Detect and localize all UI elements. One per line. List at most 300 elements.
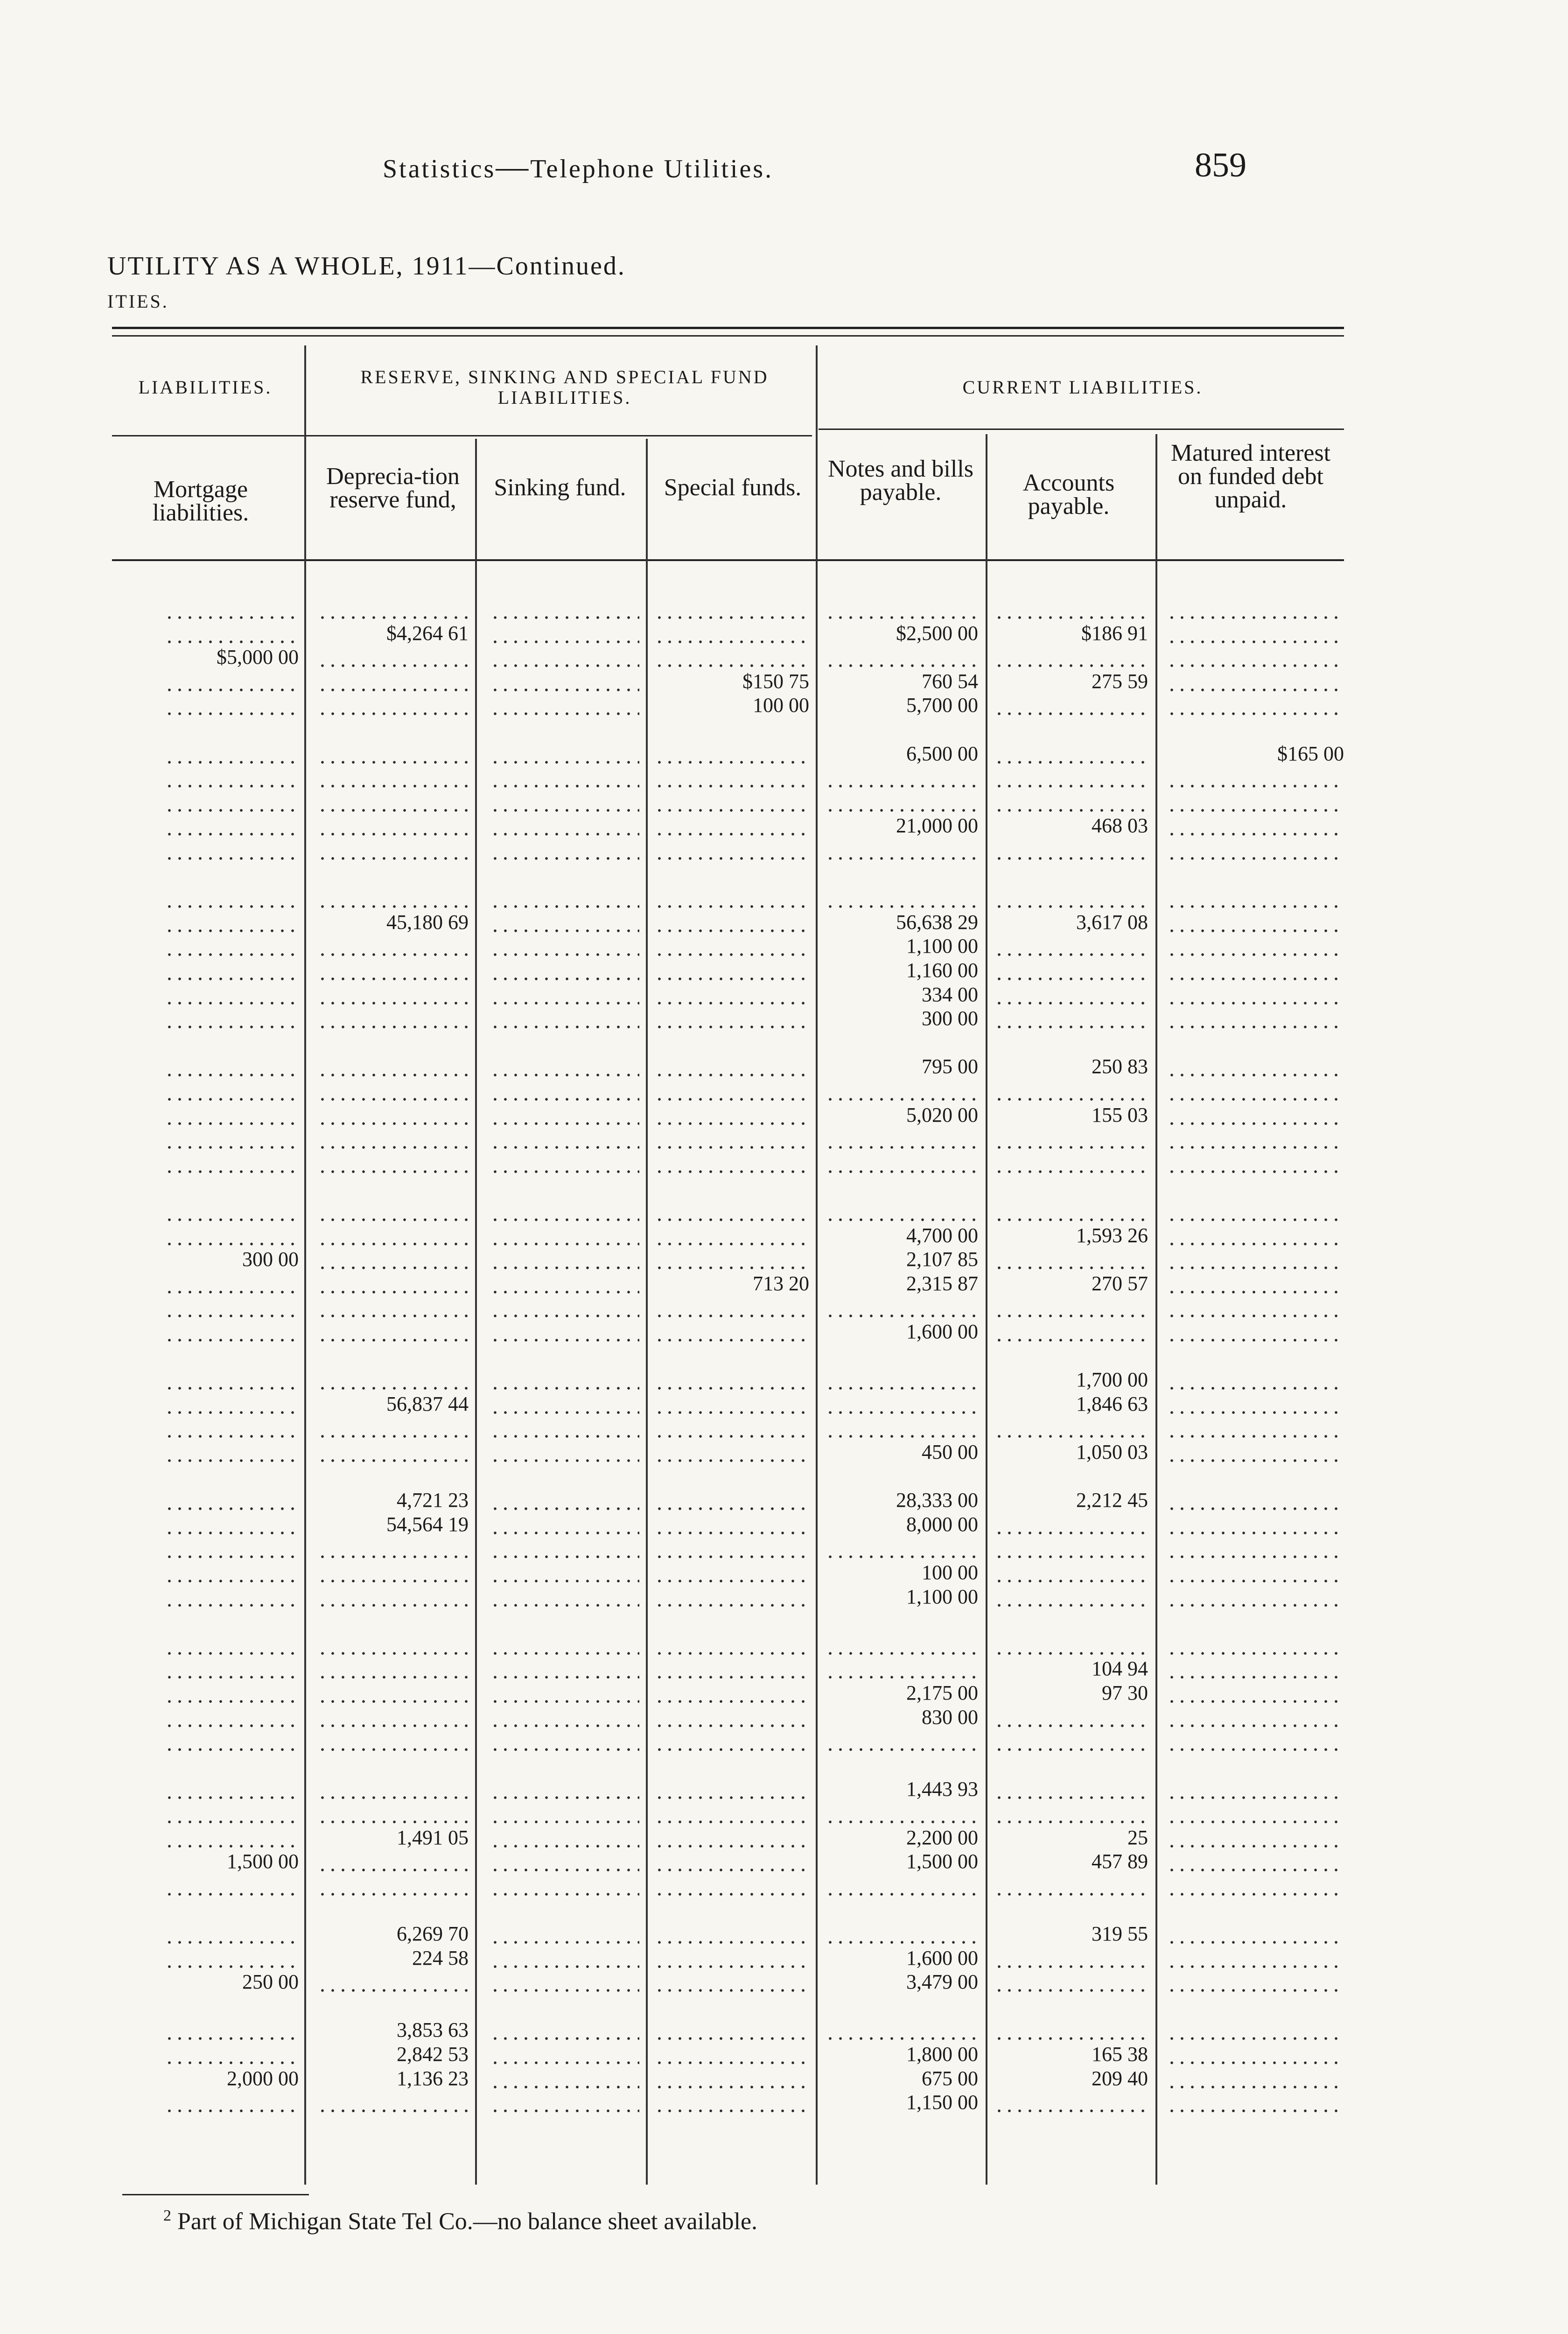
leader-dots <box>490 1555 639 1558</box>
leader-dots <box>490 1122 639 1125</box>
column-header-notes: Notes and bills payable. <box>828 456 973 506</box>
leader-dots <box>1167 1869 1344 1871</box>
depreciation-value: 3,853 63 <box>397 2018 469 2042</box>
group-underline-current <box>819 429 1344 430</box>
leader-dots <box>490 761 639 764</box>
leader-dots <box>317 1652 469 1655</box>
leader-dots <box>490 1604 639 1607</box>
leader-dots <box>164 1724 299 1727</box>
leader-dots <box>164 2037 299 2040</box>
leader-dots <box>654 1748 809 1751</box>
leader-dots <box>317 809 469 812</box>
leader-dots <box>164 1507 299 1510</box>
leader-dots <box>654 1604 809 1607</box>
leader-dots <box>490 640 639 643</box>
column-rule-6 <box>1155 434 1157 2185</box>
leader-dots <box>654 1893 809 1896</box>
table-title: UTILITY AS A WHOLE, 1911—Continued. <box>107 252 626 281</box>
leader-dots <box>994 1002 1148 1005</box>
leader-dots <box>164 1965 299 1968</box>
leader-dots <box>1167 1291 1344 1294</box>
leader-dots <box>317 1459 469 1462</box>
notes-value: 1,800 00 <box>906 2043 978 2066</box>
notes-value: 1,600 00 <box>906 1946 978 1969</box>
leader-dots <box>994 1146 1148 1149</box>
leader-dots <box>164 689 299 691</box>
leader-dots <box>317 1170 469 1173</box>
leader-dots <box>490 1724 639 1727</box>
accounts-value: 3,617 08 <box>1076 910 1148 934</box>
leader-dots <box>654 1845 809 1848</box>
leader-dots <box>490 977 639 980</box>
special-value: 713 20 <box>753 1272 809 1295</box>
notes-value: 5,020 00 <box>906 1103 978 1126</box>
accounts-value: 25 <box>1127 1826 1148 1849</box>
leader-dots <box>1167 1555 1344 1558</box>
leader-dots <box>164 1002 299 1005</box>
mortgage-value: $5,000 00 <box>217 646 299 669</box>
notes-value: 8,000 00 <box>906 1512 978 1536</box>
leader-dots <box>1167 712 1344 715</box>
leader-dots <box>654 1700 809 1703</box>
leader-dots <box>654 1002 809 1005</box>
leader-dots <box>490 1580 639 1582</box>
leader-dots <box>1167 1845 1344 1848</box>
leader-dots <box>490 1291 639 1294</box>
leader-dots <box>1167 2037 1344 2040</box>
leader-dots <box>317 833 469 836</box>
leader-dots <box>654 1170 809 1173</box>
depreciation-value: 2,842 53 <box>397 2043 469 2066</box>
accounts-value: 468 03 <box>1092 814 1148 837</box>
leader-dots <box>654 1652 809 1655</box>
leader-dots <box>654 761 809 764</box>
leader-dots <box>654 1026 809 1028</box>
leader-dots <box>490 1507 639 1510</box>
leader-dots <box>490 809 639 812</box>
leader-dots <box>164 1146 299 1149</box>
leader-dots <box>825 857 978 860</box>
column-rule-5 <box>986 434 987 2185</box>
leader-dots <box>317 1122 469 1125</box>
leader-dots <box>825 1146 978 1149</box>
matured-value: $165 00 <box>1277 742 1344 765</box>
leader-dots <box>490 2086 639 2088</box>
leader-dots <box>317 1002 469 1005</box>
leader-dots <box>1167 809 1344 812</box>
notes-value: 334 00 <box>922 983 978 1006</box>
leader-dots <box>317 1146 469 1149</box>
leader-dots <box>994 2037 1148 2040</box>
leader-dots <box>317 1748 469 1751</box>
leader-dots <box>825 1218 978 1221</box>
leader-dots <box>1167 2109 1344 2112</box>
accounts-value: 1,846 63 <box>1076 1392 1148 1415</box>
mortgage-value: 250 00 <box>242 1970 299 1994</box>
leader-dots <box>1167 1315 1344 1317</box>
leader-dots <box>490 1965 639 1968</box>
notes-value: 1,443 93 <box>906 1778 978 1801</box>
leader-dots <box>825 1893 978 1896</box>
leader-dots <box>994 664 1148 667</box>
leader-dots <box>490 1845 639 1848</box>
notes-value: 1,500 00 <box>906 1850 978 1873</box>
leader-dots <box>994 905 1148 908</box>
leader-dots <box>1167 1532 1344 1534</box>
leader-dots <box>317 1435 469 1438</box>
leader-dots <box>490 857 639 860</box>
leader-dots <box>994 1315 1148 1317</box>
leader-dots <box>1167 1748 1344 1751</box>
depreciation-value: 4,721 23 <box>397 1489 469 1512</box>
column-rule-3 <box>646 439 648 2185</box>
leader-dots <box>490 1459 639 1462</box>
leader-dots <box>825 616 978 619</box>
leader-dots <box>1167 1580 1344 1582</box>
header-rule <box>112 559 1344 561</box>
leader-dots <box>490 1989 639 1992</box>
leader-dots <box>994 857 1148 860</box>
notes-value: 6,500 00 <box>906 742 978 765</box>
leader-dots <box>1167 1074 1344 1076</box>
accounts-value: 250 83 <box>1092 1055 1148 1078</box>
leader-dots <box>317 857 469 860</box>
leader-dots <box>1167 1676 1344 1679</box>
leader-dots <box>317 1315 469 1317</box>
leader-dots <box>1167 1002 1344 1005</box>
leader-dots <box>164 1291 299 1294</box>
leader-dots <box>994 712 1148 715</box>
accounts-value: $186 91 <box>1081 621 1148 645</box>
leader-dots <box>317 905 469 908</box>
leader-dots <box>994 1026 1148 1028</box>
leader-dots <box>654 664 809 667</box>
leader-dots <box>164 1387 299 1390</box>
leader-dots <box>1167 1941 1344 1944</box>
leader-dots <box>1167 616 1344 619</box>
leader-dots <box>164 1796 299 1799</box>
leader-dots <box>654 1724 809 1727</box>
leader-dots <box>164 2061 299 2064</box>
leader-dots <box>164 1532 299 1534</box>
leader-dots <box>317 1339 469 1342</box>
leader-dots <box>317 1676 469 1679</box>
leader-dots <box>164 1821 299 1823</box>
leader-dots <box>317 1989 469 1992</box>
leader-dots <box>164 953 299 956</box>
depreciation-value: 6,269 70 <box>397 1922 469 1945</box>
notes-value: 2,107 85 <box>906 1248 978 1271</box>
notes-value: 1,150 00 <box>906 2091 978 2114</box>
leader-dots <box>825 809 978 812</box>
leader-dots <box>164 833 299 836</box>
notes-value: 3,479 00 <box>906 1970 978 1994</box>
leader-dots <box>994 1266 1148 1269</box>
leader-dots <box>654 1218 809 1221</box>
running-title-separator: — <box>496 149 531 185</box>
leader-dots <box>654 1507 809 1510</box>
special-value: $150 75 <box>742 669 809 693</box>
leader-dots <box>317 1869 469 1871</box>
leader-dots <box>994 1748 1148 1751</box>
leader-dots <box>654 977 809 980</box>
leader-dots <box>1167 1796 1344 1799</box>
leader-dots <box>490 1700 639 1703</box>
leader-dots <box>654 616 809 619</box>
footnote-marker: 2 <box>163 2207 171 2224</box>
leader-dots <box>164 1098 299 1101</box>
leader-dots <box>164 977 299 980</box>
leader-dots <box>164 616 299 619</box>
accounts-value: 2,212 45 <box>1076 1489 1148 1512</box>
leader-dots <box>994 1604 1148 1607</box>
leader-dots <box>825 785 978 787</box>
leader-dots <box>490 1002 639 1005</box>
leader-dots <box>654 905 809 908</box>
leader-dots <box>164 1459 299 1462</box>
table-subtitle: ITIES. <box>107 291 169 312</box>
leader-dots <box>317 1291 469 1294</box>
leader-dots <box>1167 857 1344 860</box>
leader-dots <box>164 785 299 787</box>
column-header-accounts: Accounts payable. <box>1022 470 1115 520</box>
leader-dots <box>654 1676 809 1679</box>
leader-dots <box>1167 953 1344 956</box>
leader-dots <box>994 1339 1148 1342</box>
column-header-matured: Matured interest on funded debt unpaid. <box>1170 440 1331 513</box>
leader-dots <box>490 929 639 932</box>
leader-dots <box>1167 1459 1344 1462</box>
leader-dots <box>654 1989 809 1992</box>
leader-dots <box>1167 689 1344 691</box>
leader-dots <box>164 1218 299 1221</box>
leader-dots <box>1167 1266 1344 1269</box>
leader-dots <box>654 1243 809 1245</box>
leader-dots <box>1167 1604 1344 1607</box>
leader-dots <box>317 616 469 619</box>
leader-dots <box>164 640 299 643</box>
accounts-value: 1,050 03 <box>1076 1441 1148 1463</box>
leader-dots <box>490 1941 639 1944</box>
leader-dots <box>994 1218 1148 1221</box>
leader-dots <box>164 761 299 764</box>
leader-dots <box>825 1555 978 1558</box>
notes-value: 1,600 00 <box>906 1320 978 1343</box>
leader-dots <box>994 1796 1148 1799</box>
leader-dots <box>490 1266 639 1269</box>
leader-dots <box>654 640 809 643</box>
leader-dots <box>490 1315 639 1317</box>
leader-dots <box>654 1821 809 1823</box>
leader-dots <box>164 1315 299 1317</box>
leader-dots <box>1167 1989 1344 1992</box>
leader-dots <box>654 929 809 932</box>
leader-dots <box>994 761 1148 764</box>
leader-dots <box>994 1893 1148 1896</box>
leader-dots <box>654 857 809 860</box>
leader-dots <box>317 689 469 691</box>
leader-dots <box>164 1580 299 1582</box>
leader-dots <box>1167 1652 1344 1655</box>
leader-dots <box>654 2061 809 2064</box>
running-head <box>383 148 773 186</box>
top-rule-thin <box>112 335 1344 337</box>
leader-dots <box>994 1532 1148 1534</box>
leader-dots <box>490 616 639 619</box>
leader-dots <box>1167 1700 1344 1703</box>
leader-dots <box>164 1243 299 1245</box>
notes-value: 760 54 <box>922 669 978 693</box>
leader-dots <box>317 664 469 667</box>
leader-dots <box>490 2037 639 2040</box>
leader-dots <box>1167 1170 1344 1173</box>
leader-dots <box>994 1580 1148 1582</box>
leader-dots <box>654 1965 809 1968</box>
leader-dots <box>164 1604 299 1607</box>
leader-dots <box>654 1941 809 1944</box>
leader-dots <box>654 1146 809 1149</box>
leader-dots <box>317 1218 469 1221</box>
leader-dots <box>490 1676 639 1679</box>
accounts-value: 97 30 <box>1102 1681 1148 1704</box>
mortgage-value: 1,500 00 <box>227 1850 299 1873</box>
leader-dots <box>654 1339 809 1342</box>
leader-dots <box>654 1555 809 1558</box>
leader-dots <box>654 1459 809 1462</box>
leader-dots <box>654 1411 809 1414</box>
leader-dots <box>994 977 1148 980</box>
leader-dots <box>164 1676 299 1679</box>
leader-dots <box>825 664 978 667</box>
leader-dots <box>654 785 809 787</box>
column-rule-2 <box>475 439 477 2185</box>
leader-dots <box>490 2109 639 2112</box>
leader-dots <box>825 1676 978 1679</box>
leader-dots <box>1167 1387 1344 1390</box>
accounts-value: 165 38 <box>1092 2043 1148 2066</box>
leader-dots <box>164 1074 299 1076</box>
leader-dots <box>317 2109 469 2112</box>
leader-dots <box>994 616 1148 619</box>
notes-value: 2,175 00 <box>906 1681 978 1704</box>
leader-dots <box>490 712 639 715</box>
column-header-depreciation: Deprecia-tion reserve fund, <box>326 463 460 513</box>
leader-dots <box>317 1580 469 1582</box>
leader-dots <box>825 1170 978 1173</box>
leader-dots <box>825 2037 978 2040</box>
group-underline-reserve <box>308 435 812 436</box>
notes-value: 1,100 00 <box>906 935 978 958</box>
leader-dots <box>317 1387 469 1390</box>
leader-dots <box>490 1748 639 1751</box>
leader-dots <box>994 1821 1148 1823</box>
column-rule-4 <box>816 345 818 2185</box>
leader-dots <box>654 833 809 836</box>
column-rule-1 <box>304 345 306 2185</box>
leader-dots <box>490 785 639 787</box>
leader-dots <box>1167 1893 1344 1896</box>
leader-dots <box>490 1243 639 1245</box>
leader-dots <box>825 1652 978 1655</box>
leader-dots <box>317 1893 469 1896</box>
leader-dots <box>994 1989 1148 1992</box>
leader-dots <box>317 1604 469 1607</box>
leader-dots <box>654 2086 809 2088</box>
leader-dots <box>654 1796 809 1799</box>
leader-dots <box>317 977 469 980</box>
notes-value: 28,333 00 <box>896 1489 978 1512</box>
leader-dots <box>1167 1435 1344 1438</box>
leader-dots <box>317 1700 469 1703</box>
accounts-value: 319 55 <box>1092 1922 1148 1945</box>
special-value: 100 00 <box>753 694 809 717</box>
notes-value: 5,700 00 <box>906 694 978 717</box>
notes-value: 100 00 <box>922 1561 978 1584</box>
leader-dots <box>1167 785 1344 787</box>
leader-dots <box>825 1387 978 1390</box>
leader-dots <box>1167 2086 1344 2088</box>
leader-dots <box>654 1122 809 1125</box>
leader-dots <box>490 1893 639 1896</box>
leader-dots <box>994 1652 1148 1655</box>
depreciation-value: 1,136 23 <box>397 2067 469 2090</box>
leader-dots <box>825 905 978 908</box>
leader-dots <box>490 953 639 956</box>
leader-dots <box>164 1026 299 1028</box>
leader-dots <box>164 1700 299 1703</box>
leader-dots <box>164 1893 299 1896</box>
leader-dots <box>317 1796 469 1799</box>
page-number: 859 <box>1195 146 1246 184</box>
leader-dots <box>490 2061 639 2064</box>
leader-dots <box>490 1098 639 1101</box>
leader-dots <box>994 785 1148 787</box>
leader-dots <box>490 1074 639 1076</box>
leader-dots <box>164 905 299 908</box>
leader-dots <box>490 1869 639 1871</box>
leader-dots <box>317 1266 469 1269</box>
leader-dots <box>1167 1507 1344 1510</box>
notes-value: 56,638 29 <box>896 910 978 934</box>
leader-dots <box>490 664 639 667</box>
leader-dots <box>1167 1411 1344 1414</box>
leader-dots <box>164 809 299 812</box>
leader-dots <box>164 1941 299 1944</box>
notes-value: 830 00 <box>922 1705 978 1729</box>
leader-dots <box>317 1098 469 1101</box>
accounts-value: 209 40 <box>1092 2067 1148 2090</box>
column-header-mortgage: Mortgage liabilities. <box>152 476 249 526</box>
leader-dots <box>825 1315 978 1317</box>
group-header-reserve: RESERVE, SINKING AND SPECIAL FUND LIABILITIES. <box>360 366 769 408</box>
leader-dots <box>164 1845 299 1848</box>
leader-dots <box>825 1435 978 1438</box>
leader-dots <box>164 1170 299 1173</box>
leader-dots <box>317 785 469 787</box>
leader-dots <box>1167 977 1344 980</box>
leader-dots <box>490 1218 639 1221</box>
leader-dots <box>490 1821 639 1823</box>
depreciation-value: 45,180 69 <box>386 910 469 934</box>
depreciation-value: 1,491 05 <box>397 1826 469 1849</box>
leader-dots <box>490 689 639 691</box>
leader-dots <box>490 1411 639 1414</box>
leader-dots <box>994 1555 1148 1558</box>
leader-dots <box>654 953 809 956</box>
leader-dots <box>164 2109 299 2112</box>
leader-dots <box>317 1555 469 1558</box>
top-rule-thick <box>112 327 1344 329</box>
